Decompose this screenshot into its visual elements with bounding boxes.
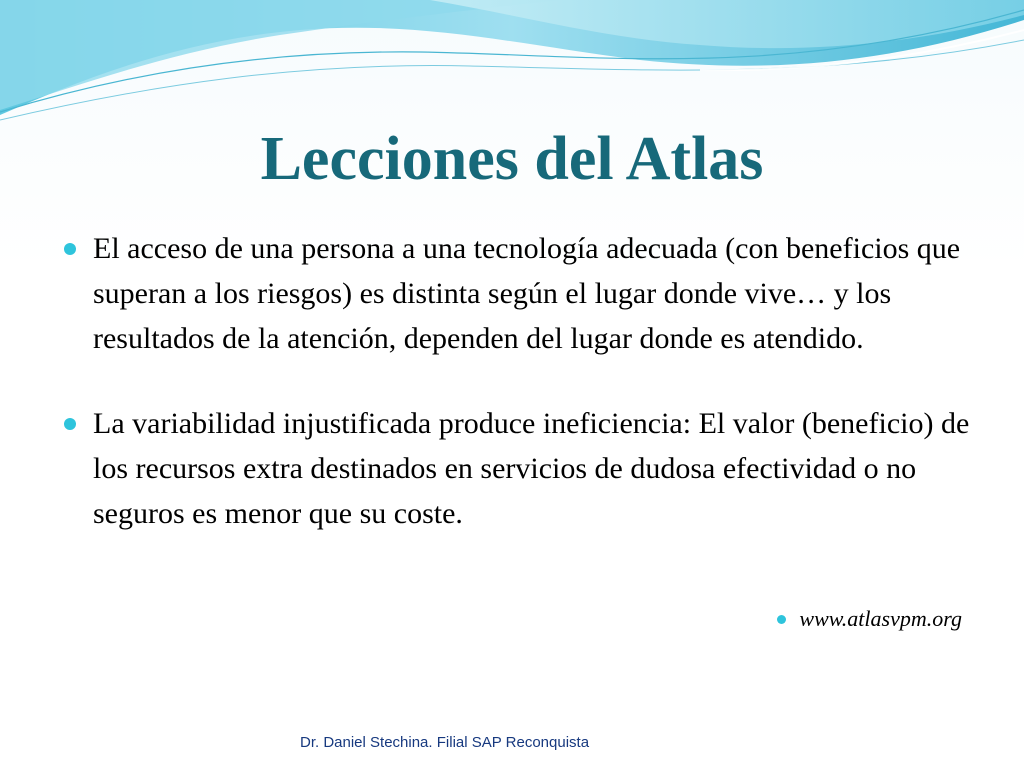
bullet-dot-icon xyxy=(64,243,76,255)
bullet-dot-icon xyxy=(777,615,786,624)
bullet-text: La variabilidad injustificada produce ineficiencia: El valor (beneficio) de los recursos extra destinados en servicios de dudosa efectividad o no seguros es menor que su coste. xyxy=(93,407,970,530)
source-link[interactable]: www.atlasvpm.org xyxy=(799,606,962,631)
slide-title: Lecciones del Atlas xyxy=(260,125,764,193)
bullet-item xyxy=(64,226,984,361)
bullet-item xyxy=(64,401,984,536)
bullet-dot-icon xyxy=(64,418,76,430)
decorative-wave-header xyxy=(0,0,1024,130)
slide-footer: Dr. Daniel Stechina. Filial SAP Reconquista xyxy=(300,734,590,751)
bullet-list xyxy=(64,226,984,536)
sub-bullet-item xyxy=(777,604,962,634)
bullet-text: El acceso de una persona a una tecnología adecuada (con beneficios que superan a los riesgos) es distinta según el lugar donde vive… y los resultados de la atención, dependen del lugar donde es atendido. xyxy=(93,232,961,355)
